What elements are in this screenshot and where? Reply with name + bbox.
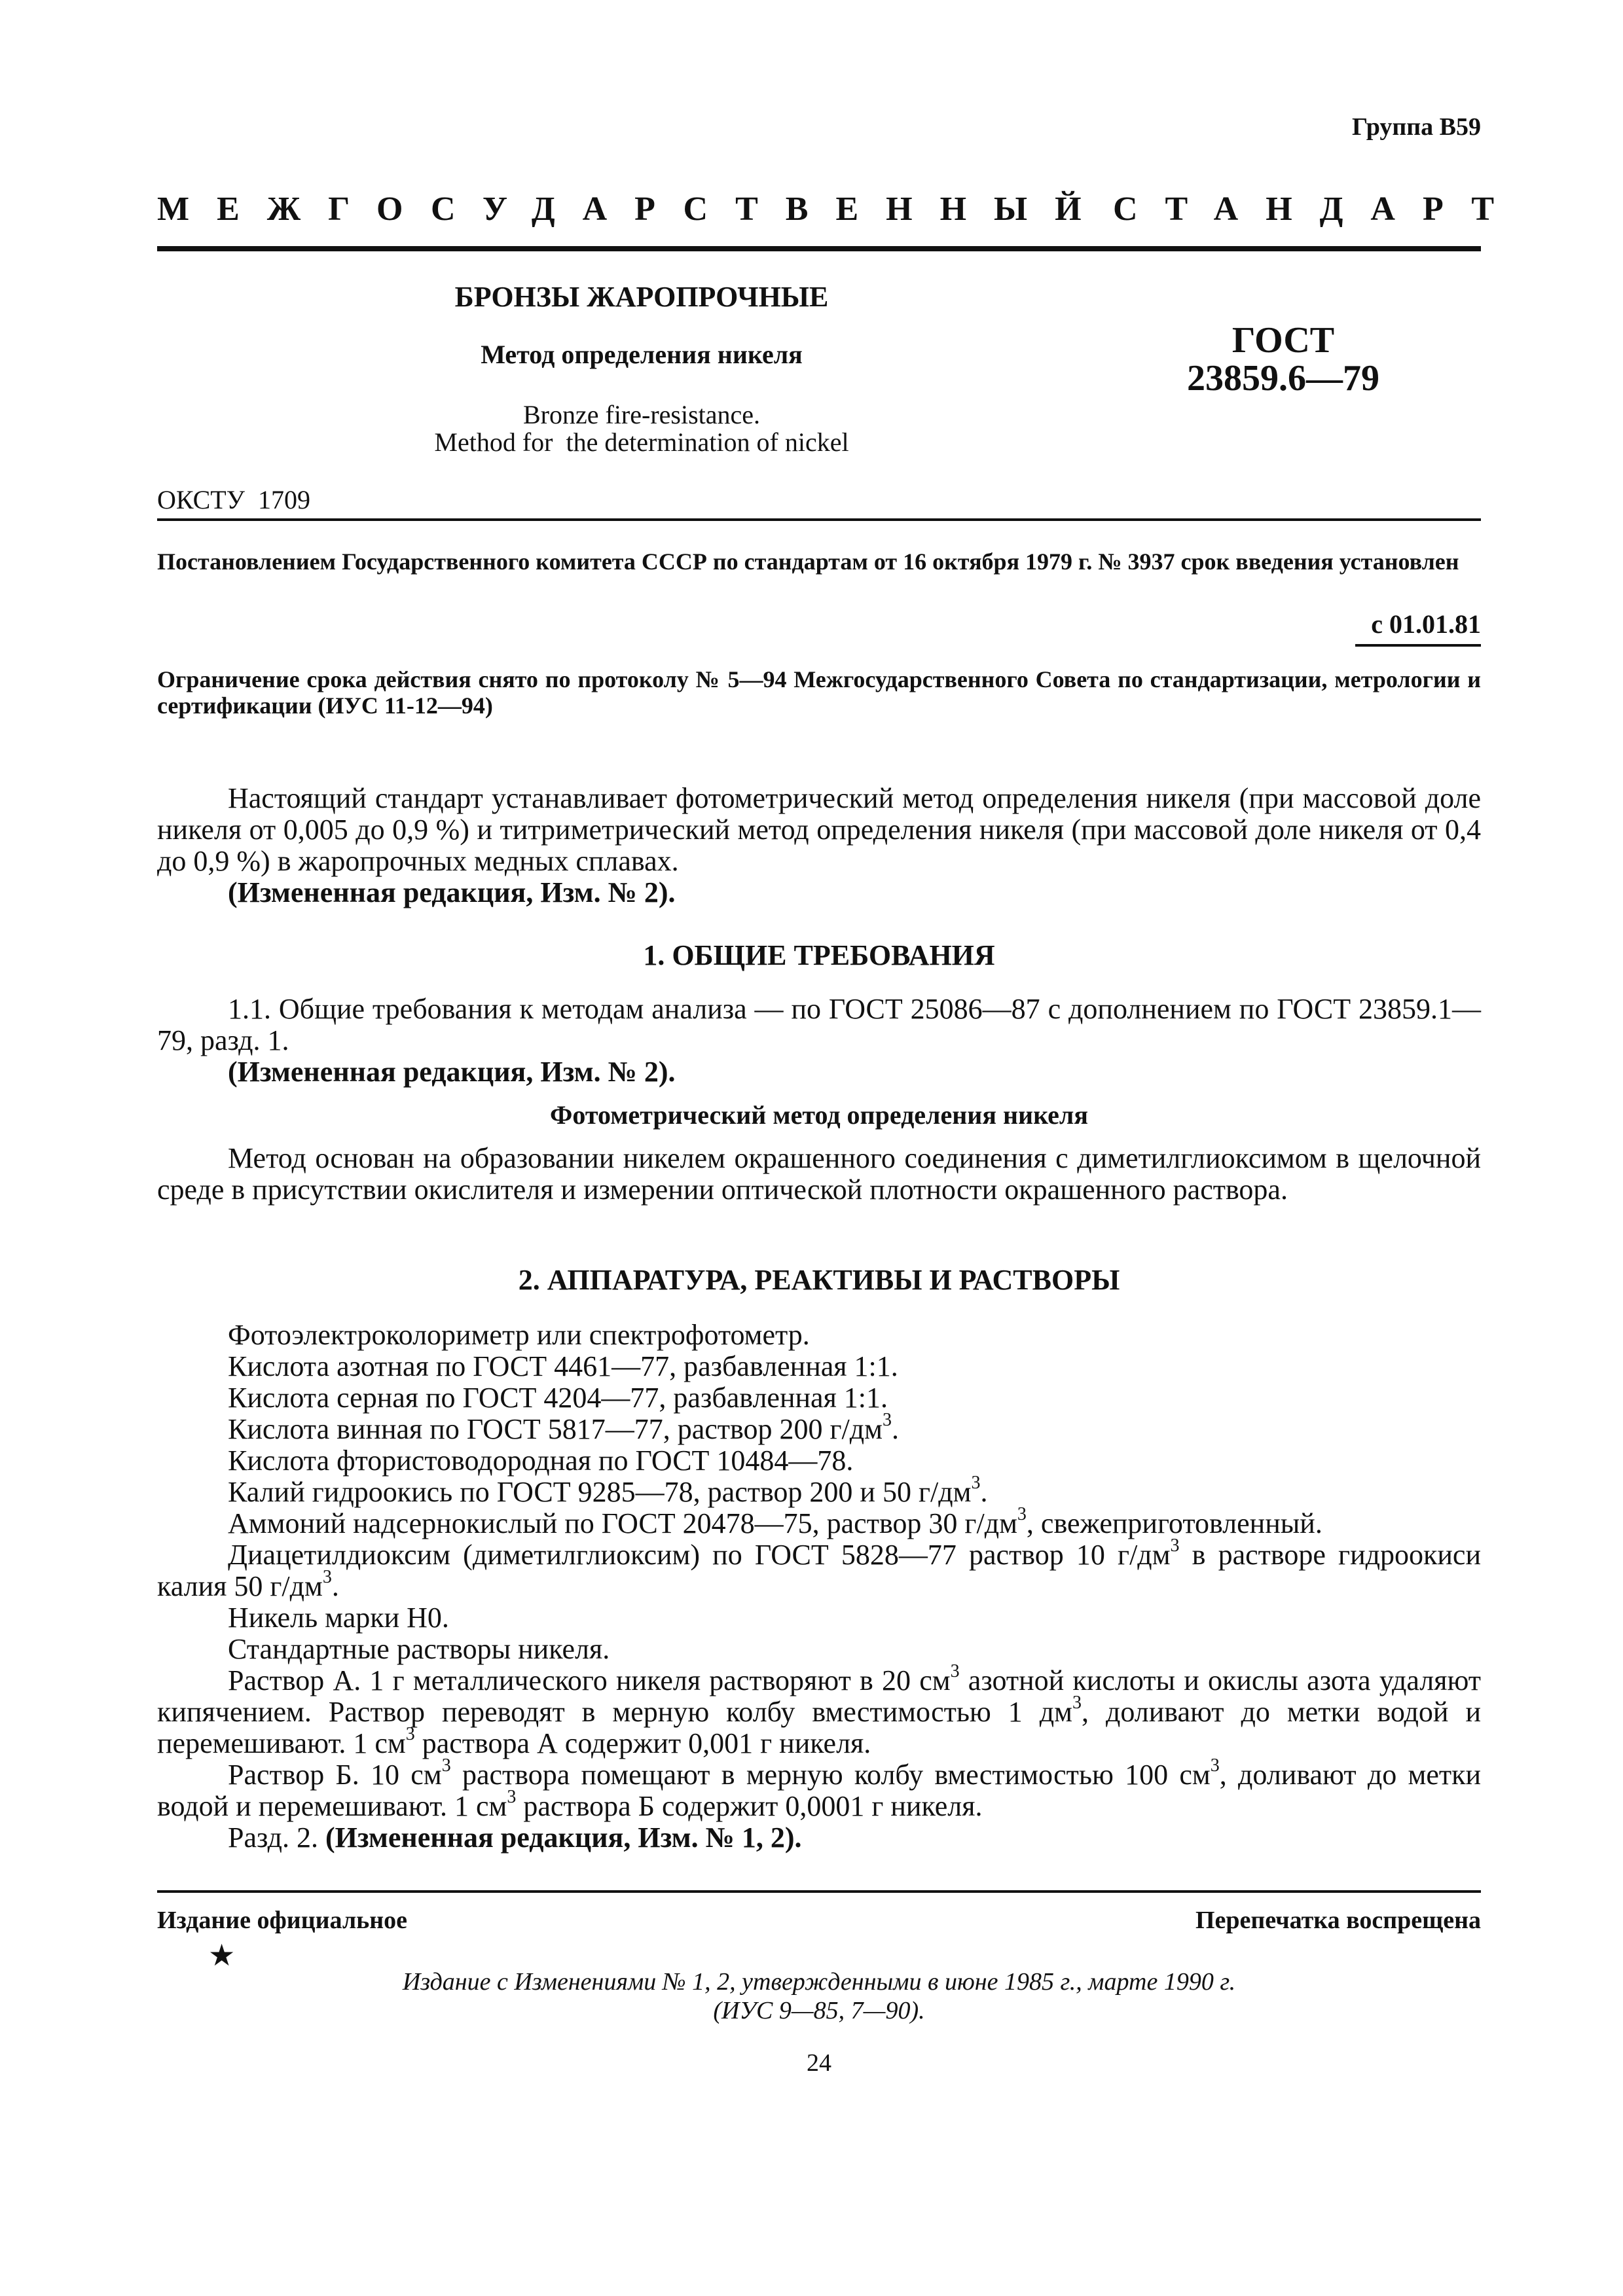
period: .: [891, 1413, 899, 1445]
reagent-line-5: Кислота фтористоводородная по ГОСТ 10484—78.: [228, 1444, 854, 1477]
superscript: 3: [1072, 1693, 1082, 1713]
okstu-code: ОКСТУ 1709: [157, 485, 311, 514]
star-icon: ★: [208, 1939, 236, 1972]
title-en-1: Bronze fire-resistance.: [522, 400, 761, 429]
decree-rule: [1355, 644, 1481, 647]
solution-b-part-4: раствора Б содержит 0,0001 г никеля.: [516, 1790, 983, 1822]
section1-heading: 1. ОБЩИЕ ТРЕБОВАНИЯ: [643, 939, 995, 971]
reagent-line-1: Фотоэлектроколориметр или спектрофотометр.: [228, 1319, 810, 1351]
group-code: Группа В59: [1351, 113, 1481, 141]
banner-word-1: МЕЖГОСУДАРСТВЕННЫЙ: [157, 190, 1109, 228]
title-main: БРОНЗЫ ЖАРОПРОЧНЫЕ: [454, 281, 829, 313]
superscript: 3: [322, 1567, 332, 1587]
period: .: [331, 1570, 339, 1602]
reagent-line-3: Кислота серная по ГОСТ 4204—77, разбавленная 1:1.: [228, 1382, 888, 1414]
solution-b-part-1: Раствор Б. 10 см: [228, 1759, 442, 1791]
intro-amend: (Измененная редакция, Изм. № 2).: [228, 876, 676, 908]
reagent-line-7-tail: , свежеприготовленный.: [1026, 1507, 1322, 1539]
method-text: Метод основан на образовании никелем окрашенного соединения с диметилглиоксимом в щелочной среде в присутствии окислителя и измерении оптической плотности окрашенного раствора.: [157, 1142, 1481, 1206]
superscript: 3: [1210, 1755, 1220, 1776]
reagent-line-2: Кислота азотная по ГОСТ 4461—77, разбавленная 1:1.: [228, 1350, 898, 1382]
okstu-rule: [157, 518, 1481, 521]
reagent-line-7-text: Аммоний надсернокислый по ГОСТ 20478—75, раствор 30 г/дм: [228, 1507, 1017, 1539]
solution-a-part-2: азотной кислоты и окислы азота удаляют кипячением. Раствор переводят в мерную колбу вместимостью 1 дм: [157, 1664, 1481, 1728]
decree-date: с 01.01.81: [1371, 609, 1481, 639]
reagent-line-4: [228, 1410, 899, 1445]
page-number: 24: [807, 2049, 831, 2077]
official-edition: Издание официальное: [157, 1907, 408, 1934]
razd-label: Разд. 2.: [228, 1821, 318, 1854]
limitation-text: Ограничение срока действия снято по протоколу № 5—94 Межгосударственного Совета по стандартизации, метрологии и сертификации (ИУС 11-12—94): [157, 666, 1481, 719]
solution-b-part-3: , доливают до метки водой и перемешивают. 1 см: [157, 1759, 1482, 1822]
solution-b-part-2: раствора помещают в мерную колбу вместимостью 100 см: [450, 1759, 1211, 1791]
superscript: 3: [1170, 1535, 1180, 1556]
decree-text: Постановлением Государственного комитета СССР по стандартам от 16 октября 1979 г. № 3937 срок введения установлен: [157, 548, 1459, 575]
gost-label: ГОСТ: [1231, 320, 1335, 361]
superscript: 3: [882, 1410, 892, 1430]
razd-amend-line: [228, 1822, 801, 1854]
solution-b: [157, 1755, 1482, 1822]
solution-a-part-1: Раствор А. 1 г металлического никеля растворяют в 20 см: [228, 1664, 951, 1696]
reagent-line-8-text: Диацетилдиоксим (диметилглиоксим) по ГОСТ 5828—77 раствор 10 г/дм: [228, 1539, 1171, 1571]
reprint-notice: Перепечатка воспрещена: [1195, 1907, 1481, 1934]
reagent-line-8-tail: в растворе гидроокиси калия 50 г/дм: [157, 1539, 1482, 1602]
edition-line-2: (ИУС 9—85, 7—90).: [713, 1997, 925, 2024]
period: .: [980, 1476, 988, 1508]
gost-number: 23859.6—79: [1187, 358, 1379, 399]
superscript: 3: [507, 1787, 517, 1807]
footer-rule: [157, 1890, 1481, 1893]
photometric-subheading: Фотометрический метод определения никеля: [550, 1100, 1088, 1130]
section1-text: 1.1. Общие требования к методам анализа — по ГОСТ 25086—87 с дополнением по ГОСТ 23859.1—79, разд. 1.: [157, 993, 1481, 1056]
title-sub: Метод определения никеля: [481, 340, 803, 369]
title-en-2: Method for the determination of nickel: [434, 427, 849, 457]
razd-amend: (Измененная редакция, Изм. № 1, 2).: [325, 1821, 802, 1854]
superscript: 3: [405, 1724, 415, 1744]
solution-a: [157, 1661, 1482, 1759]
top-rule: [157, 246, 1481, 251]
reagent-line-4-text: Кислота винная по ГОСТ 5817—77, раствор 200 г/дм: [228, 1413, 883, 1445]
reagent-line-10: Стандартные растворы никеля.: [228, 1633, 610, 1665]
solution-a-part-4: раствора А содержит 0,001 г никеля.: [414, 1727, 871, 1759]
edition-line-1: Издание с Изменениями № 1, 2, утвержденными в июне 1985 г., марте 1990 г.: [402, 1968, 1236, 1996]
section2-heading: 2. АППАРАТУРА, РЕАКТИВЫ И РАСТВОРЫ: [518, 1264, 1120, 1296]
reagent-line-6-text: Калий гидроокись по ГОСТ 9285—78, раствор 200 и 50 г/дм: [228, 1476, 972, 1508]
intro-text: Настоящий стандарт устанавливает фотометрический метод определения никеля (при массовой доле никеля от 0,005 до 0,9 %) и титриметрический метод определения никеля (при массовой доле никеля от 0,4 до 0,9 %) в жаропрочных медных сплавах.: [157, 782, 1481, 877]
superscript: 3: [1017, 1504, 1027, 1524]
superscript: 3: [971, 1473, 981, 1493]
reagent-line-7: [228, 1504, 1322, 1539]
banner-word-2: СТАНДАРТ: [1113, 190, 1522, 228]
reagent-line-8: [157, 1535, 1482, 1602]
superscript: 3: [441, 1755, 451, 1776]
reagent-line-6: [228, 1473, 988, 1508]
section1-amend: (Измененная редакция, Изм. № 2).: [228, 1056, 676, 1088]
solution-a-part-3: , доливают до метки водой и перемешивают. 1 см: [157, 1696, 1482, 1759]
superscript: 3: [950, 1661, 960, 1681]
reagent-line-9: Никель марки Н0.: [228, 1602, 449, 1634]
